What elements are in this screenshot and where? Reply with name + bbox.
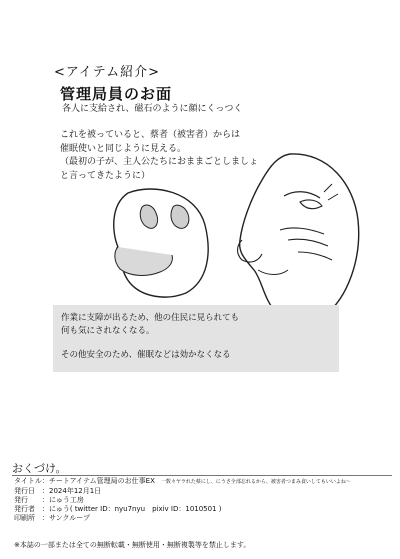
item-subtitle: 各人に支給され、磁石のように顔にくっつく bbox=[62, 104, 243, 114]
colophon-row-author: 発行者 ：にゅう( twitter ID：nyu7nyu pixiv ID：1010501 ) bbox=[14, 505, 222, 513]
colophon-row-publisher: 発行 ：にゅう工房 bbox=[14, 496, 84, 504]
note-line: 何も気にされなくなる。 bbox=[61, 326, 155, 336]
colophon-row-title: タイトル：チートアイテム管理局のお仕事EX 一数々ヤラれた蔡にし、にうさ全部忘れるから、被害者つまみ食いしてもいいよね〜 bbox=[14, 477, 351, 485]
note-line: その他安全のため、催眠などは効かなくなる bbox=[61, 350, 231, 360]
mask-side-illustration bbox=[108, 185, 218, 300]
description-line: これを被っていると、蔡者（被害者）からは bbox=[60, 130, 241, 140]
item-title: 管理局員のお面 bbox=[60, 85, 173, 103]
colophon-row-printer: 印刷所 ：サンクループ bbox=[14, 514, 90, 522]
note-box bbox=[53, 305, 339, 372]
description-line: （最初の子が、主人公たちにおままごとしましょ bbox=[60, 157, 259, 167]
description-line: と言ってきたように） bbox=[60, 170, 151, 181]
colophon bbox=[14, 477, 351, 523]
mask-fox-illustration bbox=[228, 148, 368, 328]
colophon-divider bbox=[12, 475, 392, 476]
description-line: 催眠使いと同じように見える。 bbox=[60, 143, 187, 154]
disclaimer: ※本誌の一部または全ての無断転載・無断使用・無断複製等を禁止します。 bbox=[14, 541, 251, 549]
note-line: 作業に支障が出るため、他の住民に見られても bbox=[61, 313, 240, 323]
colophon-heading: おくづけ。 bbox=[12, 462, 67, 475]
section-label: <アイテム紹介> bbox=[54, 65, 160, 80]
colophon-row-date: 発行日 ：2024年12月1日 bbox=[14, 487, 102, 495]
